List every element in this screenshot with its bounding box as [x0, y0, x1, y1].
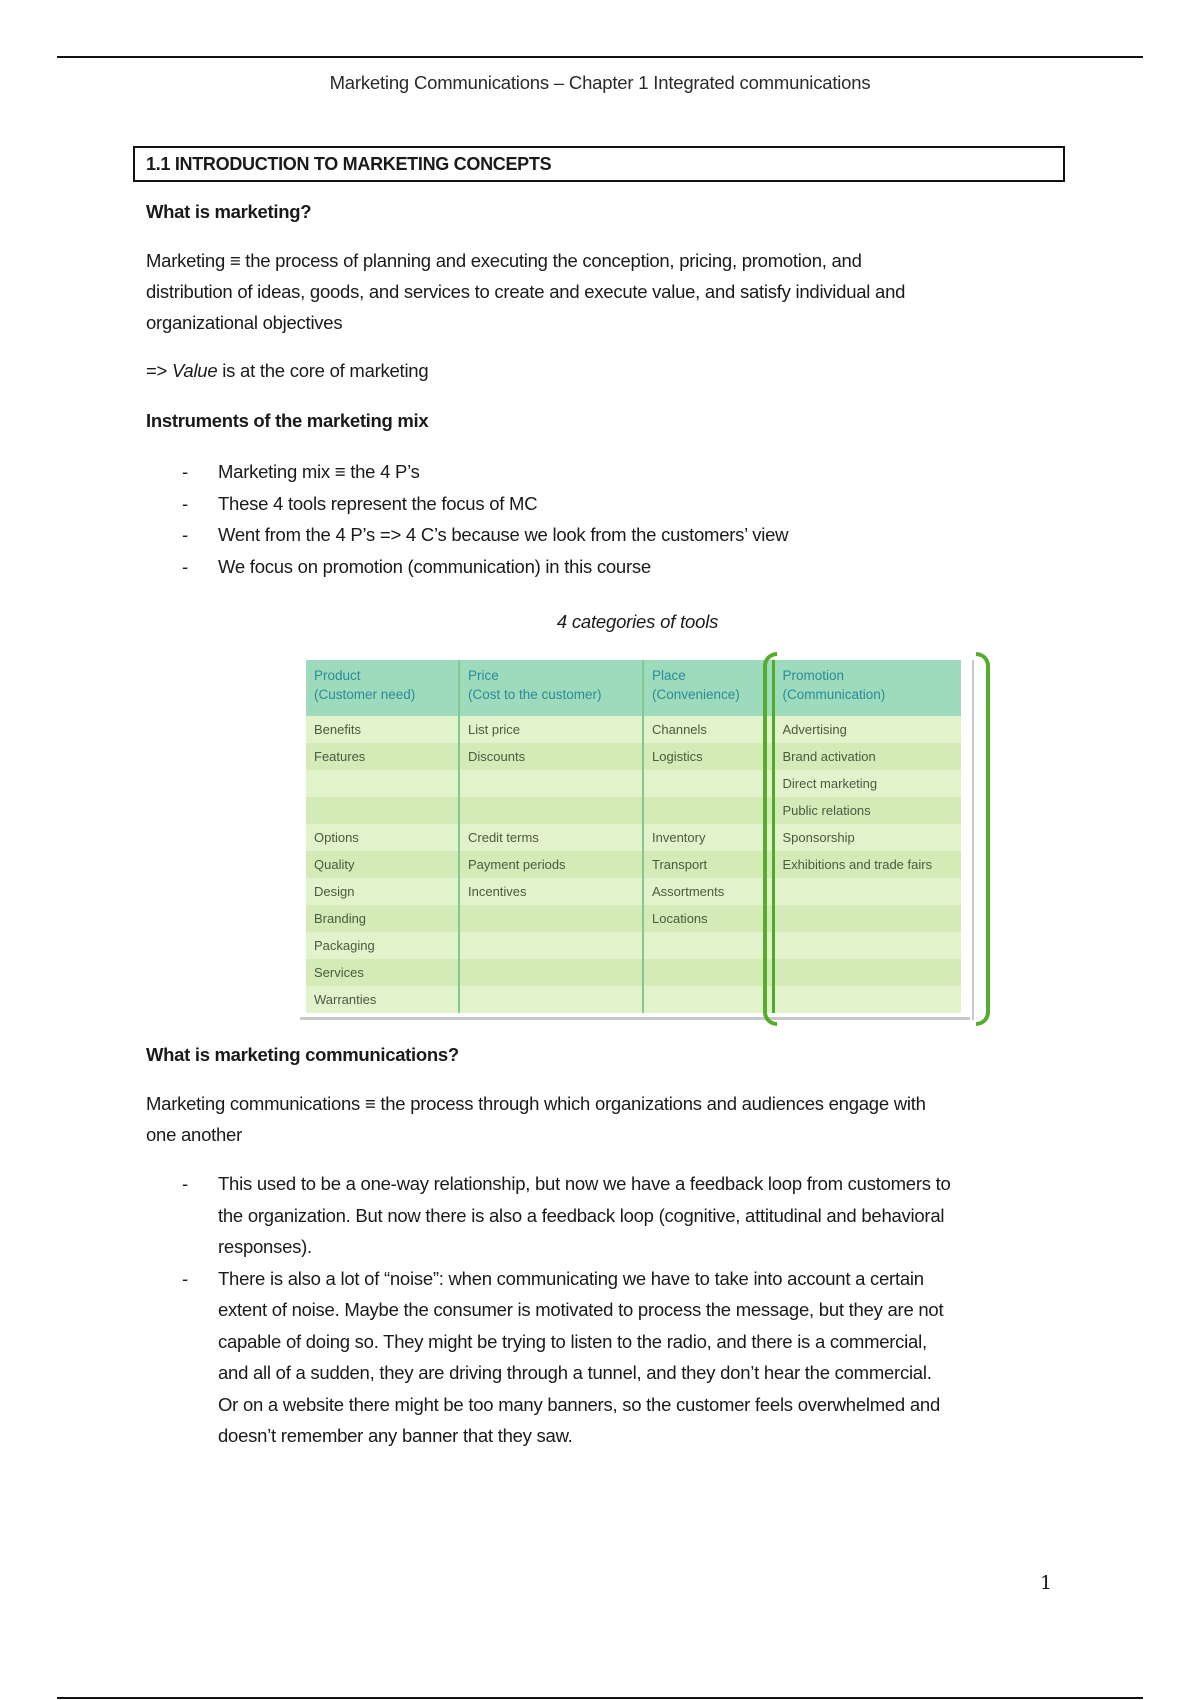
promotion-bracket-left-icon — [763, 652, 777, 1026]
heading-instruments: Instruments of the marketing mix — [146, 410, 429, 431]
table-cell — [643, 986, 773, 1013]
list-item-line: capable of doing so. They might be trying to listen to the radio, and there is a commercial, — [218, 1330, 927, 1352]
table-cell — [643, 959, 773, 986]
table-row — [306, 716, 961, 743]
table-cell — [459, 986, 643, 1013]
running-header: Marketing Communications – Chapter 1 Integrated communications — [329, 72, 871, 93]
list-item — [146, 1263, 1066, 1452]
heading-what-is-marketing: What is marketing? — [146, 201, 312, 222]
list-item-text: Went from the 4 P’s => 4 C’s because we look from the customers’ view — [218, 524, 789, 545]
list-item-line: There is also a lot of “noise”: when communicating we have to take into account a certain — [218, 1267, 924, 1289]
table-cell: Transport — [643, 851, 773, 878]
table-cell: Exhibitions and trade fairs — [773, 851, 961, 878]
list-item-line: doesn’t remember any banner that they saw. — [218, 1425, 573, 1446]
table-cell: Warranties — [306, 986, 459, 1013]
footer-rule — [57, 1697, 1143, 1699]
list-item-line: Or on a website there might be too many banners, so the customer feels overwhelmed and — [218, 1393, 940, 1415]
column-header-promotion: Promotion (Communication) — [773, 660, 961, 716]
dash-bullet: - — [182, 1267, 188, 1289]
figure-caption: 4 categories of tools — [556, 611, 719, 632]
table-cell: Public relations — [773, 797, 961, 824]
table-cell — [459, 905, 643, 932]
marketing-definition — [146, 245, 1066, 338]
header-rule — [57, 56, 1143, 58]
table-row — [306, 743, 961, 770]
table-cell — [459, 959, 643, 986]
dash-bullet: - — [182, 555, 188, 577]
table-cell — [773, 986, 961, 1013]
table-cell — [643, 932, 773, 959]
marketing-mix-figure — [303, 660, 963, 1022]
list-item — [146, 1168, 1066, 1263]
table-cell — [773, 959, 961, 986]
table-cell — [459, 797, 643, 824]
table-row — [306, 959, 961, 986]
table-cell: Features — [306, 743, 459, 770]
list-item-line: the organization. But now there is also a feedback loop (cognitive, attitudinal and behavioral — [218, 1204, 945, 1226]
page-number: 1 — [1040, 1572, 1053, 1594]
value-emphasis: Value — [172, 360, 218, 381]
table-row — [306, 905, 961, 932]
table-cell: Branding — [306, 905, 459, 932]
marketing-mix-table — [306, 660, 961, 1013]
dash-bullet: - — [182, 524, 188, 545]
definition-line: Marketing communications ≡ the process through which organizations and audiences engage with — [146, 1093, 926, 1114]
dash-bullet: - — [182, 1173, 188, 1194]
table-cell — [459, 770, 643, 797]
list-item — [146, 488, 1066, 520]
list-item-text: We focus on promotion (communication) in this course — [218, 555, 651, 577]
table-cell: Locations — [643, 905, 773, 932]
list-item-line: responses). — [218, 1236, 312, 1257]
value-statement — [146, 355, 1066, 386]
table-cell: Services — [306, 959, 459, 986]
table-cell: Packaging — [306, 932, 459, 959]
table-cell — [459, 932, 643, 959]
definition-line: Marketing ≡ the process of planning and executing the conception, pricing, promotion, and — [146, 250, 862, 271]
column-header-product: Product (Customer need) — [306, 660, 459, 716]
list-item — [146, 456, 1066, 488]
heading-what-is-mc: What is marketing communications? — [146, 1044, 459, 1065]
definition-line: distribution of ideas, goods, and services to create and execute value, and satisfy individual and — [146, 281, 906, 302]
table-cell: Discounts — [459, 743, 643, 770]
table-cell: Assortments — [643, 878, 773, 905]
table-cell — [306, 770, 459, 797]
table-cell — [773, 878, 961, 905]
list-item-text: These 4 tools represent the focus of MC — [218, 492, 538, 514]
table-cell: Sponsorship — [773, 824, 961, 851]
dash-bullet: - — [182, 461, 188, 482]
definition-line: organizational objectives — [146, 312, 343, 333]
mc-bullets — [146, 1168, 1066, 1452]
table-cell: Payment periods — [459, 851, 643, 878]
arrow-prefix: => — [146, 360, 172, 381]
column-header-place: Place (Convenience) — [643, 660, 773, 716]
table-row — [306, 986, 961, 1013]
table-cell: Logistics — [643, 743, 773, 770]
column-header-price: Price (Cost to the customer) — [459, 660, 643, 716]
list-item — [146, 551, 1066, 583]
list-item — [146, 519, 1066, 551]
table-cell — [773, 932, 961, 959]
figure-baseline — [300, 1017, 970, 1020]
table-row — [306, 932, 961, 959]
table-cell — [643, 797, 773, 824]
table-cell: Design — [306, 878, 459, 905]
table-cell: Benefits — [306, 716, 459, 743]
list-item-line: and all of a sudden, they are driving through a tunnel, and they don’t hear the commercial. — [218, 1362, 932, 1383]
table-row — [306, 797, 961, 824]
table-row — [306, 770, 961, 797]
value-suffix: is at the core of marketing — [217, 360, 429, 381]
figure-right-border — [972, 660, 974, 1020]
table-row — [306, 878, 961, 905]
table-cell: Channels — [643, 716, 773, 743]
table-cell — [306, 797, 459, 824]
table-cell: Quality — [306, 851, 459, 878]
list-item-line: This used to be a one-way relationship, but now we have a feedback loop from customers to — [218, 1173, 951, 1194]
section-title-box: 1.1 INTRODUCTION TO MARKETING CONCEPTS — [133, 146, 1065, 182]
table-cell: Brand activation — [773, 743, 961, 770]
mc-definition — [146, 1088, 1066, 1150]
list-item-line: extent of noise. Maybe the consumer is motivated to process the message, but they are not — [218, 1299, 944, 1320]
promotion-bracket-right-icon — [976, 652, 990, 1026]
table-cell — [773, 905, 961, 932]
dash-bullet: - — [182, 492, 188, 514]
table-cell: Advertising — [773, 716, 961, 743]
table-row — [306, 851, 961, 878]
table-cell: Inventory — [643, 824, 773, 851]
list-item-text: Marketing mix ≡ the 4 P’s — [218, 461, 420, 482]
definition-line: one another — [146, 1124, 243, 1145]
table-cell: List price — [459, 716, 643, 743]
table-header-row — [306, 660, 961, 716]
table-cell: Options — [306, 824, 459, 851]
table-row — [306, 824, 961, 851]
table-cell: Direct marketing — [773, 770, 961, 797]
table-cell: Incentives — [459, 878, 643, 905]
table-cell: Credit terms — [459, 824, 643, 851]
table-cell — [643, 770, 773, 797]
instruments-list — [146, 456, 1066, 582]
